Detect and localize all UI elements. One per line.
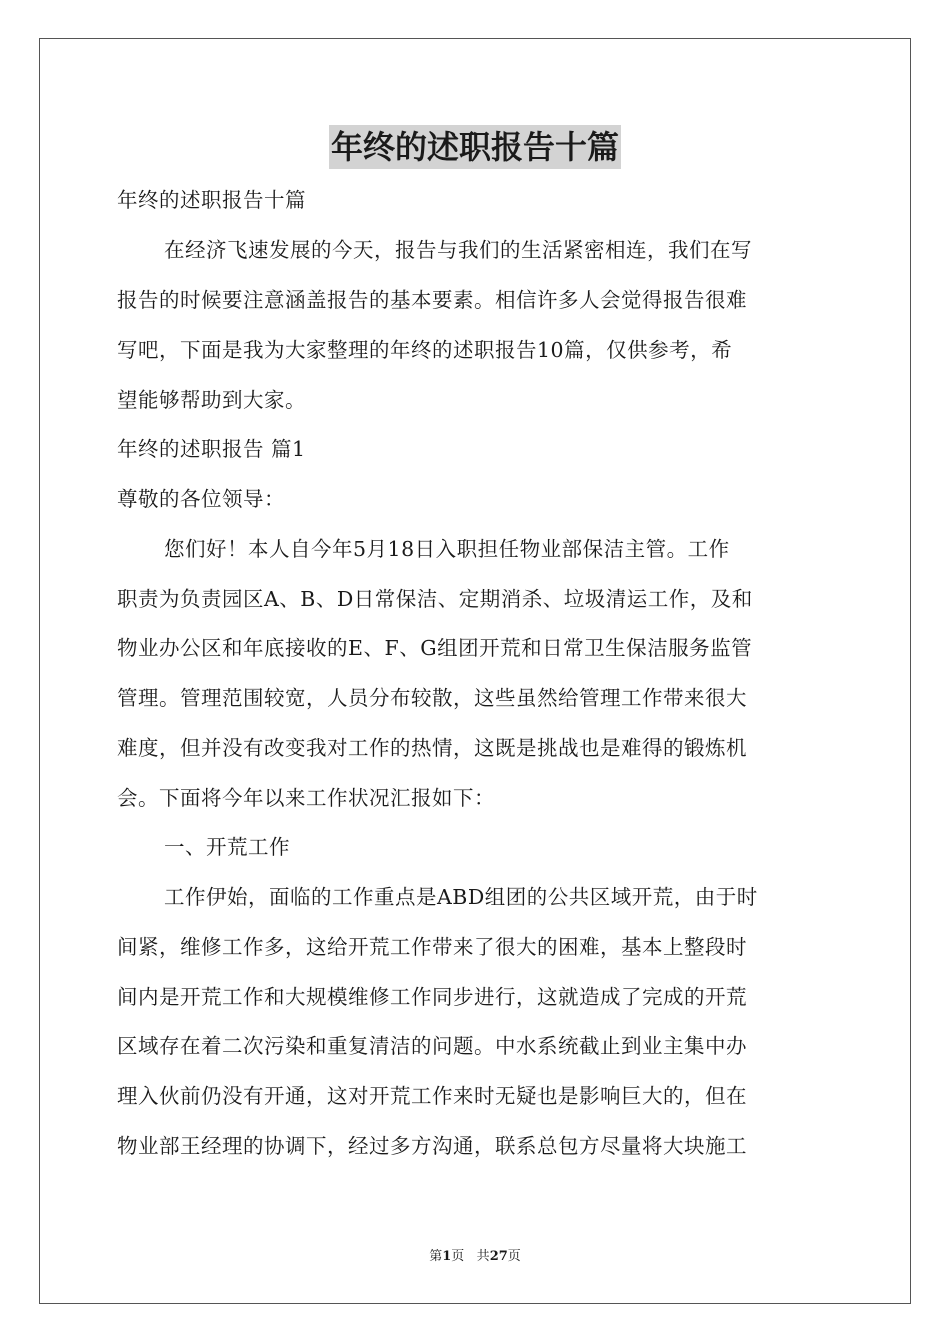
paragraph-line: 难度，但并没有改变我对工作的热情，这既是挑战也是难得的锻炼机: [117, 736, 747, 760]
paragraph-line: 望能够帮助到大家。: [117, 388, 306, 412]
total-prefix: 共: [476, 1249, 490, 1264]
page-footer: [0, 1248, 950, 1266]
paragraph-line: 物业部王经理的协调下，经过多方沟通，联系总包方尽量将大块施工: [117, 1134, 747, 1158]
paragraph-line: 职责为负责园区A、B、D日常保洁、定期消杀、垃圾清运工作，及和: [117, 587, 753, 611]
paragraph-line: 工作伊始，面临的工作重点是ABD组团的公共区域开荒，由于时: [164, 885, 758, 909]
paragraph-line: 区域存在着二次污染和重复清洁的问题。中水系统截止到业主集中办: [117, 1034, 747, 1058]
document-subtitle: 年终的述职报告十篇: [117, 188, 306, 212]
paragraph-line: 间内是开荒工作和大规模维修工作同步进行，这就造成了完成的开荒: [117, 985, 747, 1009]
total-pages: 27: [489, 1249, 508, 1264]
paragraph-line: 写吧，下面是我为大家整理的年终的述职报告10篇，仅供参考，希: [117, 338, 733, 362]
salutation: 尊敬的各位领导：: [117, 487, 285, 511]
paragraph-line: 会。下面将今年以来工作状况汇报如下：: [117, 786, 495, 810]
paragraph-line: 物业办公区和年底接收的E、F、G组团开荒和日常卫生保洁服务监管: [117, 636, 753, 660]
paragraph-line: 报告的时候要注意涵盖报告的基本要素。相信许多人会觉得报告很难: [117, 288, 747, 312]
paragraph-line: 在经济飞速发展的今天，报告与我们的生活紧密相连，我们在写: [164, 238, 752, 262]
paragraph-line: 间紧，维修工作多，这给开荒工作带来了很大的困难，基本上整段时: [117, 935, 747, 959]
subheading: 一、开荒工作: [164, 835, 290, 859]
page-prefix: 第: [429, 1249, 443, 1264]
section-heading: 年终的述职报告 篇1: [117, 437, 306, 461]
page-suffix: 页: [451, 1249, 465, 1264]
title-container: [0, 125, 950, 169]
document-title: 年终的述职报告十篇: [329, 125, 621, 169]
paragraph-line: 理入伙前仍没有开通，这对开荒工作来时无疑也是影响巨大的，但在: [117, 1084, 747, 1108]
paragraph-line: 管理。管理范围较宽，人员分布较散，这些虽然给管理工作带来很大: [117, 686, 747, 710]
page-border: [39, 38, 911, 1304]
total-suffix: 页: [507, 1249, 521, 1264]
page-number: 1: [442, 1249, 452, 1264]
paragraph-line: 您们好！本人自今年5月18日入职担任物业部保洁主管。工作: [164, 537, 730, 561]
